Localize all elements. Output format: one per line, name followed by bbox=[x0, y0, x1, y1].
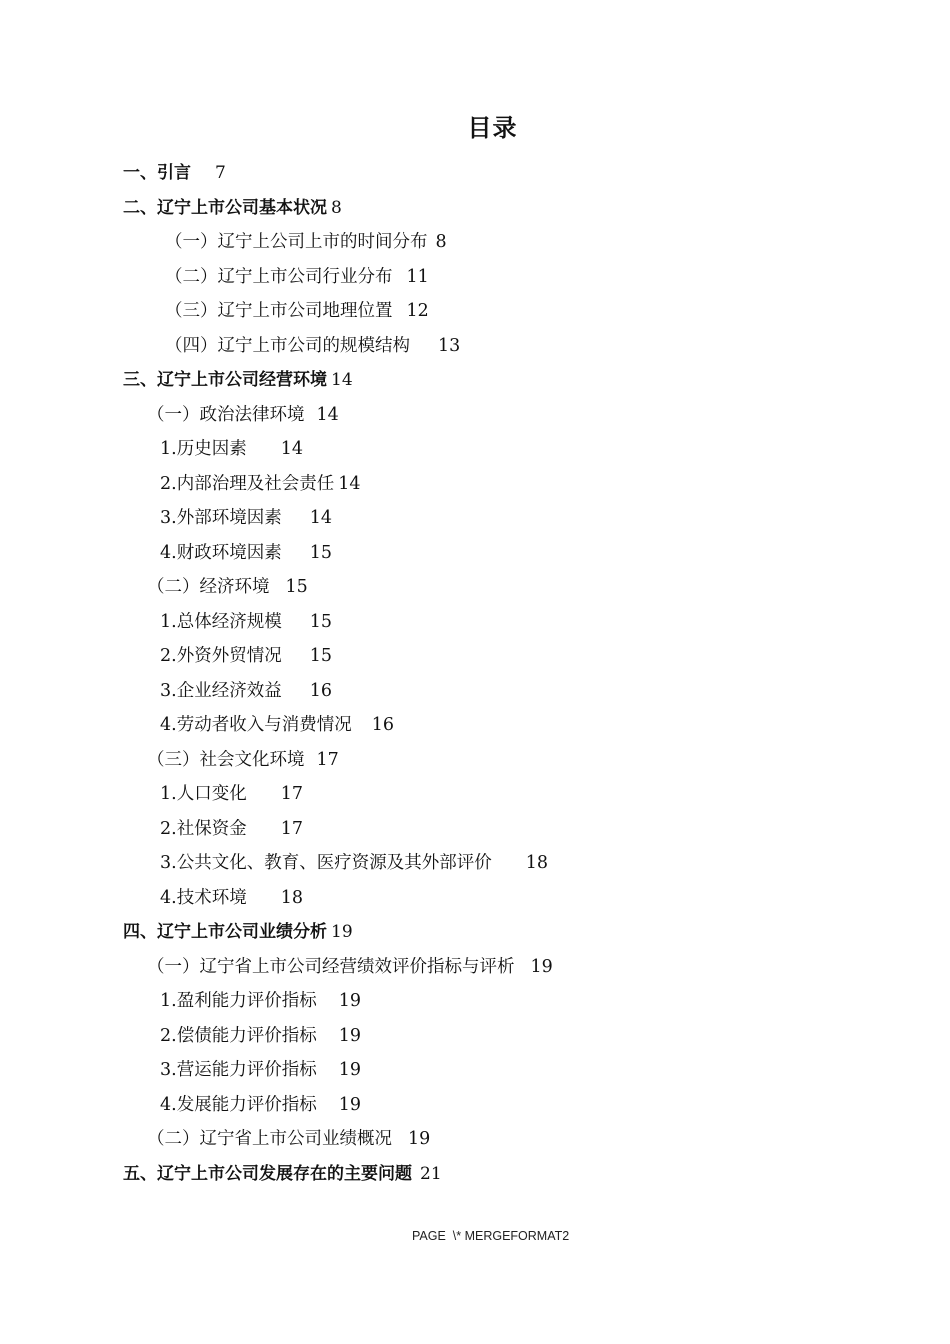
toc-entry[interactable] bbox=[0, 501, 950, 536]
toc-entry-page: 12 bbox=[406, 301, 429, 321]
toc-entry-label: 4.财政环境因素 bbox=[160, 542, 282, 563]
toc-entry[interactable] bbox=[0, 432, 950, 467]
toc-entry-label: 2.社保资金 bbox=[160, 818, 247, 839]
toc-entry-label: （三）社会文化环境 bbox=[147, 749, 305, 770]
toc-entry-label: （一）辽宁省上市公司经营绩效评价指标与评析 bbox=[147, 956, 515, 977]
toc-entry-page: 8 bbox=[435, 232, 447, 252]
toc-entry[interactable] bbox=[0, 1157, 950, 1192]
toc-entry-label: （三）辽宁上市公司地理位置 bbox=[165, 301, 393, 321]
toc-entry-page: 18 bbox=[525, 853, 548, 873]
toc-entry-label: 3.企业经济效益 bbox=[160, 680, 282, 701]
toc-entry[interactable] bbox=[0, 398, 950, 433]
toc-entry-label: （四）辽宁上市公司的规模结构 bbox=[165, 335, 410, 356]
toc-entry-page: 14 bbox=[316, 404, 339, 425]
toc-entry[interactable] bbox=[0, 329, 950, 364]
toc-entry-page: 17 bbox=[316, 749, 339, 770]
toc-entry[interactable] bbox=[0, 1122, 950, 1157]
toc-entry-page: 16 bbox=[371, 715, 394, 735]
toc-entry[interactable] bbox=[0, 191, 950, 226]
toc-entry-label: 3.营运能力评价指标 bbox=[160, 1060, 317, 1080]
toc-entry-label: 一、引言 bbox=[123, 163, 191, 183]
toc-entry-page: 15 bbox=[309, 611, 332, 632]
page-footer-field-code: PAGE \* MERGEFORMAT2 bbox=[412, 1229, 570, 1243]
toc-entry[interactable] bbox=[0, 260, 950, 295]
toc-entry[interactable] bbox=[0, 881, 950, 916]
toc-entry[interactable] bbox=[0, 570, 950, 605]
toc-entry-page: 19 bbox=[338, 1094, 361, 1115]
toc-entry-label: 1.总体经济规模 bbox=[160, 611, 282, 632]
toc-entry-label: 1.人口变化 bbox=[160, 784, 247, 804]
toc-entry-page: 11 bbox=[406, 266, 429, 287]
toc-entry-label: （二）辽宁省上市公司业绩概况 bbox=[147, 1129, 392, 1149]
toc-entry-label: （一）辽宁上公司上市的时间分布 bbox=[165, 232, 428, 252]
toc-entry-page: 19 bbox=[331, 922, 353, 942]
toc-entry[interactable] bbox=[0, 225, 950, 260]
toc-entry[interactable] bbox=[0, 708, 950, 743]
toc-entry-label: （二）辽宁上市公司行业分布 bbox=[165, 266, 393, 287]
toc-entry-label: 2.外资外贸情况 bbox=[160, 646, 282, 666]
toc-entry-page: 13 bbox=[438, 335, 461, 356]
toc-entry-page: 18 bbox=[280, 887, 303, 908]
toc-entry-page: 14 bbox=[338, 473, 361, 494]
toc-entry[interactable] bbox=[0, 1088, 950, 1123]
toc-entry-label: 4.技术环境 bbox=[160, 887, 247, 908]
toc-entry[interactable] bbox=[0, 467, 950, 502]
toc-entry-page: 19 bbox=[338, 1060, 361, 1080]
toc-title: 目录 bbox=[467, 114, 518, 142]
toc-entry-label: 3.外部环境因素 bbox=[160, 508, 282, 528]
toc-entry-label: 三、辽宁上市公司经营环境 bbox=[123, 370, 327, 390]
toc-entry-label: 二、辽宁上市公司基本状况 bbox=[123, 197, 327, 218]
toc-entry[interactable] bbox=[0, 674, 950, 709]
toc-entry[interactable] bbox=[0, 156, 950, 191]
toc-entry-page: 19 bbox=[530, 956, 553, 977]
toc-entry[interactable] bbox=[0, 777, 950, 812]
toc-entry[interactable] bbox=[0, 915, 950, 950]
toc-entry-label: 五、辽宁上市公司发展存在的主要问题 bbox=[123, 1163, 412, 1184]
toc-entry-page: 16 bbox=[309, 680, 332, 701]
toc-entry-label: 3.公共文化、教育、医疗资源及其外部评价 bbox=[160, 853, 492, 873]
toc-entry[interactable] bbox=[0, 812, 950, 847]
toc-entry-page: 7 bbox=[215, 163, 226, 183]
toc-entry[interactable] bbox=[0, 846, 950, 881]
toc-entry-label: （一）政治法律环境 bbox=[147, 404, 305, 425]
toc-entry-page: 19 bbox=[408, 1129, 431, 1149]
toc-entry[interactable] bbox=[0, 605, 950, 640]
toc-entry-label: 1.盈利能力评价指标 bbox=[160, 991, 317, 1011]
toc-entry-page: 19 bbox=[338, 1025, 361, 1046]
toc-entry-page: 15 bbox=[309, 646, 332, 666]
toc-entry-label: 2.内部治理及社会责任 bbox=[160, 473, 335, 494]
toc-entry-label: 2.偿债能力评价指标 bbox=[160, 1025, 317, 1046]
toc-entry-page: 8 bbox=[331, 197, 342, 218]
toc-entry-page: 14 bbox=[331, 370, 353, 390]
toc-entry-page: 15 bbox=[285, 577, 308, 597]
toc-entry-label: 四、辽宁上市公司业绩分析 bbox=[123, 922, 327, 942]
toc-entry[interactable] bbox=[0, 743, 950, 778]
toc-entry[interactable] bbox=[0, 984, 950, 1019]
toc-entry-page: 21 bbox=[420, 1163, 442, 1184]
toc-entry-label: （二）经济环境 bbox=[147, 577, 270, 597]
toc-entry[interactable] bbox=[0, 1053, 950, 1088]
toc-entry[interactable] bbox=[0, 363, 950, 398]
toc-entry-page: 17 bbox=[280, 818, 303, 839]
toc-entry[interactable] bbox=[0, 639, 950, 674]
toc-entry-page: 15 bbox=[309, 542, 332, 563]
table-of-contents bbox=[0, 156, 950, 1191]
toc-entry[interactable] bbox=[0, 536, 950, 571]
toc-entry[interactable] bbox=[0, 1019, 950, 1054]
toc-entry-page: 17 bbox=[280, 784, 303, 804]
toc-entry[interactable] bbox=[0, 294, 950, 329]
toc-entry-page: 14 bbox=[309, 508, 332, 528]
toc-entry-label: 4.劳动者收入与消费情况 bbox=[160, 715, 352, 735]
toc-entry-page: 19 bbox=[338, 991, 361, 1011]
toc-entry-label: 4.发展能力评价指标 bbox=[160, 1094, 317, 1115]
toc-entry-label: 1.历史因素 bbox=[160, 439, 247, 459]
toc-entry-page: 14 bbox=[280, 439, 303, 459]
toc-entry[interactable] bbox=[0, 950, 950, 985]
